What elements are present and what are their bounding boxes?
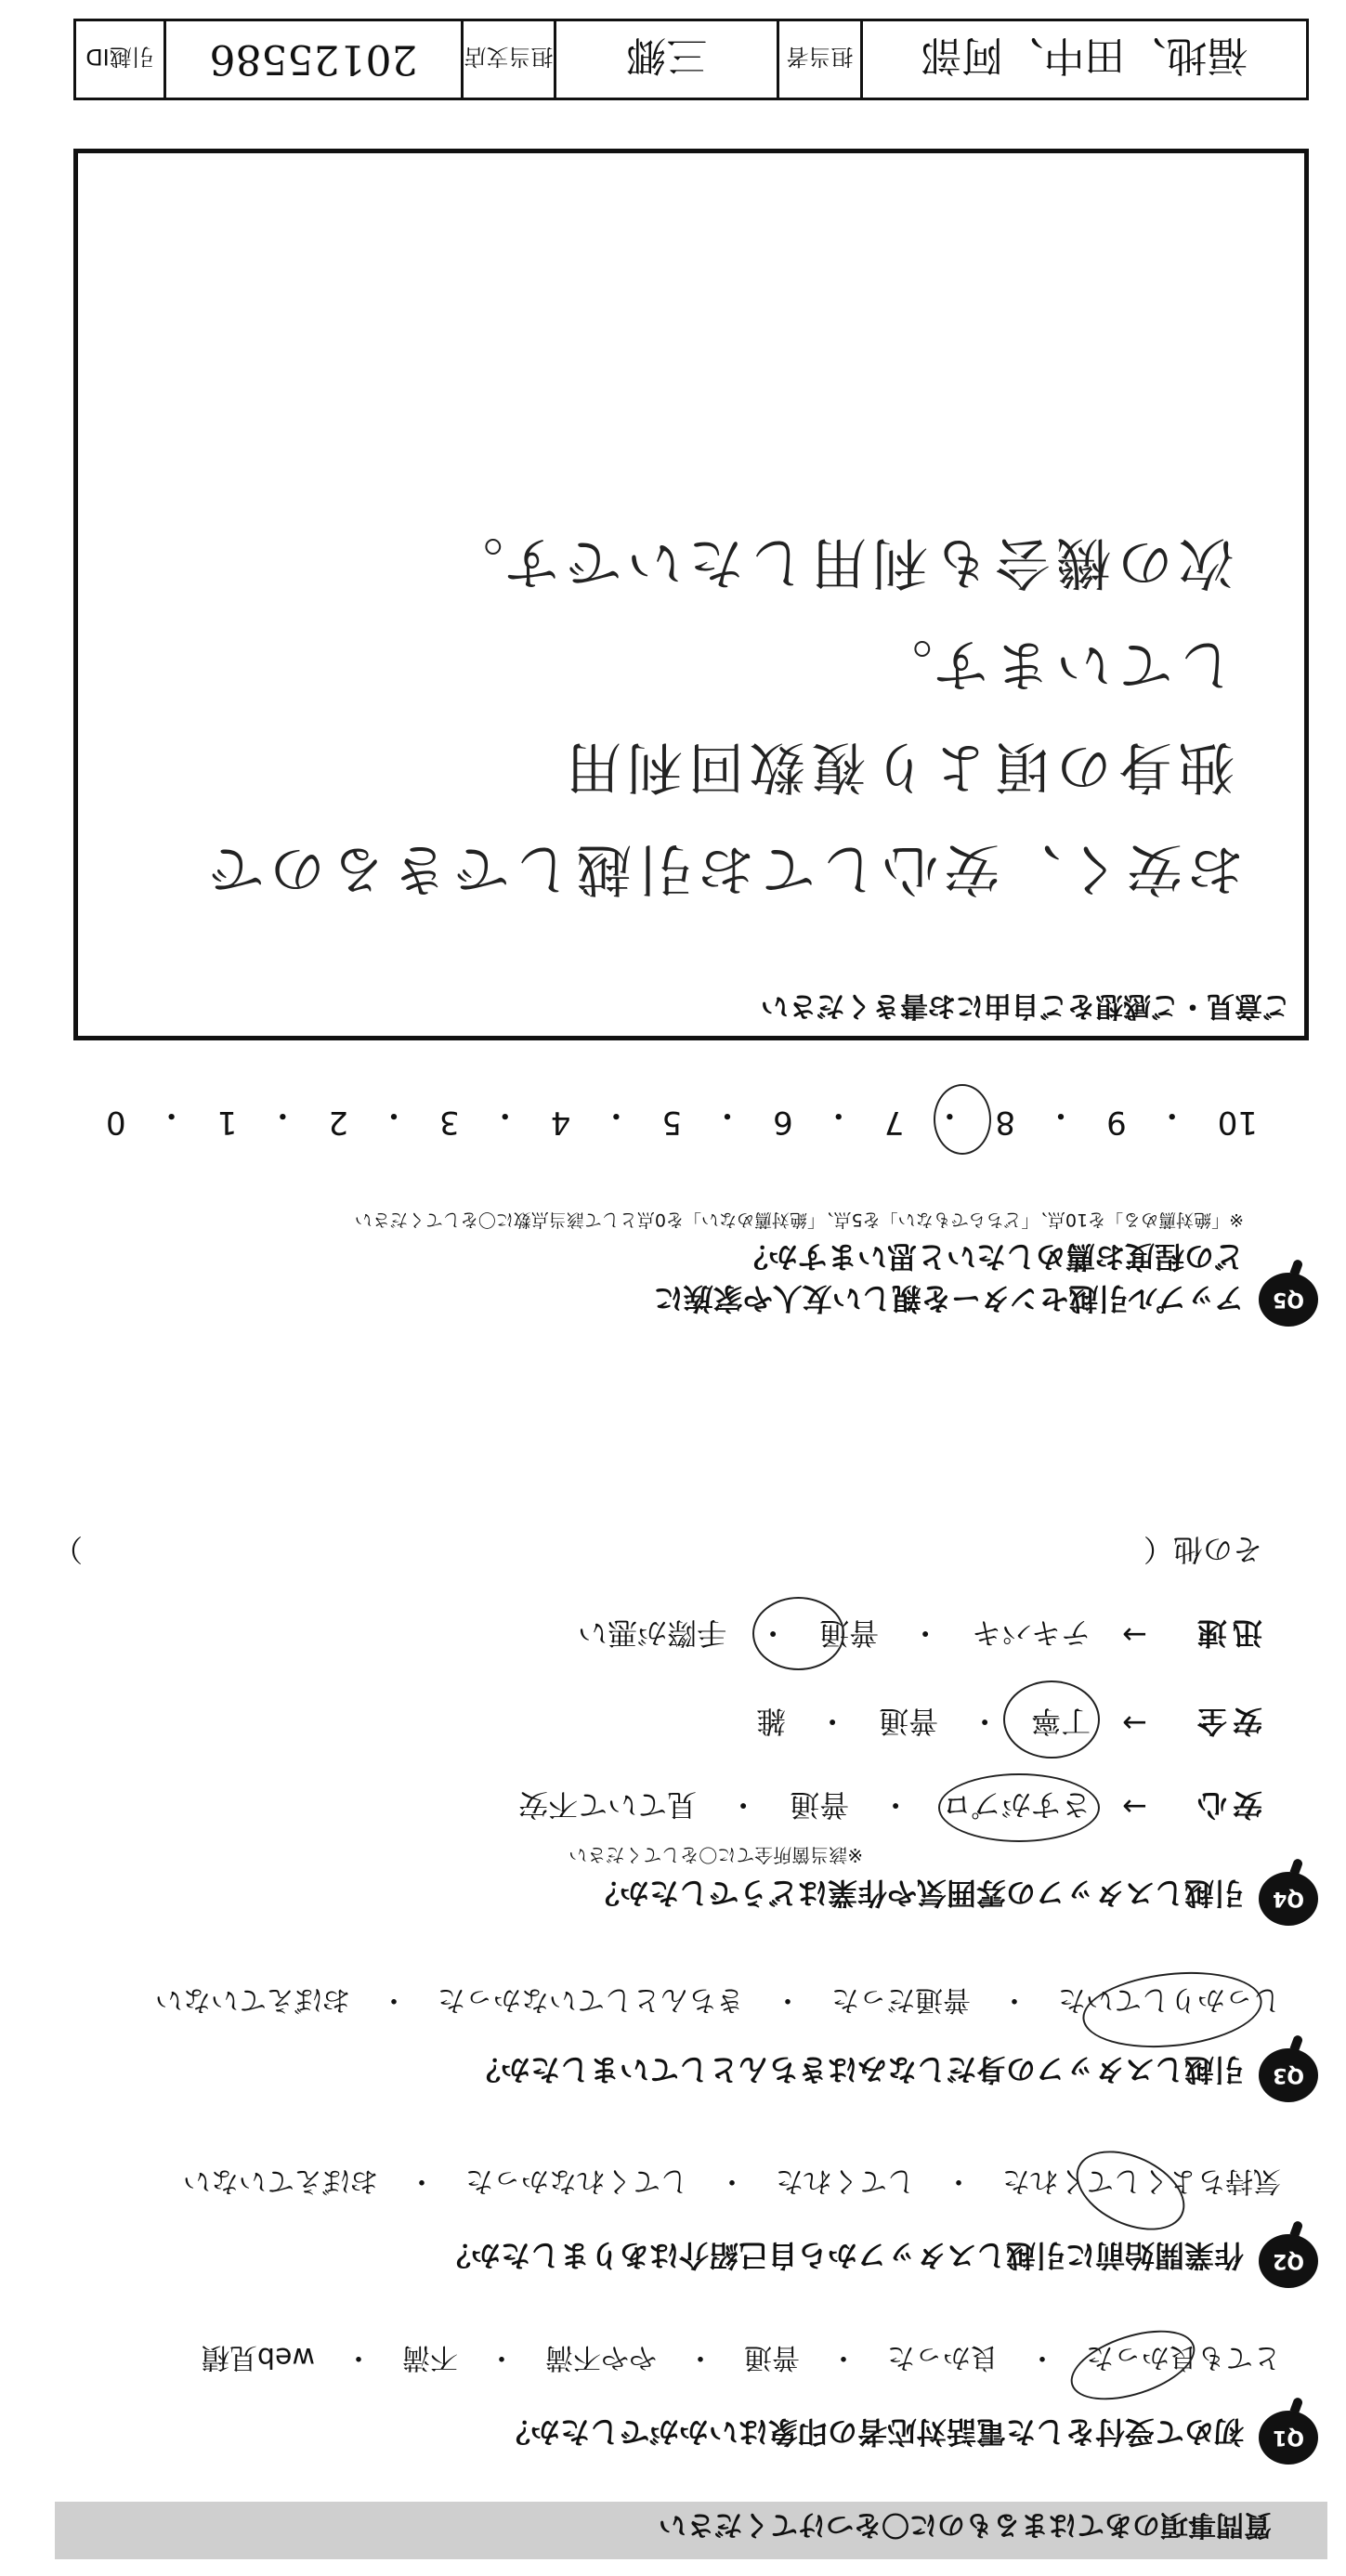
q4-other-label: その他（ — [1143, 1532, 1262, 1567]
q4-option[interactable]: 見ていて不安 — [518, 1787, 698, 1823]
q4-category: 安全 — [1191, 1704, 1262, 1739]
q4-other-close: ） — [52, 1532, 83, 1567]
q2-option[interactable]: してくれた — [776, 2164, 915, 2197]
comment-line: お安く、安心してお引越しできるので — [203, 836, 1244, 901]
q4-anshin-circle — [938, 1773, 1100, 1842]
q4-row-anshin: 安心 → さすがプロ ・ 普通 ・ 見ていて不安 — [518, 1785, 1262, 1828]
scale-value[interactable]: 6 — [773, 1104, 793, 1141]
arrow-icon: → — [1122, 1789, 1147, 1824]
q4-row-anzen: 安全 → 丁寧 ・ 普通 ・ 雑 — [756, 1702, 1262, 1745]
staff-value: 福地、田中、阿部 — [860, 21, 1306, 98]
q3-option[interactable]: 普通だった — [831, 1983, 971, 2016]
q1-question: 初めて受付をした電話対応者の印象はいかがでしたか？ — [500, 2414, 1244, 2450]
q4-category: 迅速 — [1191, 1615, 1262, 1651]
q3-option[interactable]: おぼえていない — [155, 1983, 350, 2016]
branch-value: 三郷 — [554, 21, 777, 98]
q3-option[interactable]: しっかりしていた — [1058, 1983, 1281, 2016]
header-table — [73, 19, 1309, 100]
q4-option[interactable]: 普通 — [819, 1615, 880, 1651]
q4-option[interactable]: 雑 — [756, 1704, 787, 1739]
q1-option[interactable]: 不満 — [402, 2341, 458, 2373]
q4-row-jinsoku: 迅速 → テキパキ ・ 普通 ・ 手際が悪い — [578, 1614, 1262, 1656]
q2-answer-circle — [1064, 2135, 1197, 2245]
q2-question: 作業開始前に引越しスタッフから自己紹介はありましたか？ — [440, 2238, 1244, 2273]
instruction-text: 質問事項のあてはまるものに〇をつけてください — [659, 2508, 1272, 2541]
q5-answer-circle — [934, 1084, 991, 1155]
scale-value[interactable]: 10 — [1217, 1104, 1258, 1141]
q4-option[interactable]: 手際が悪い — [578, 1615, 727, 1651]
q1-badge: Q1 — [1259, 2411, 1318, 2465]
q3-badge: Q3 — [1259, 2048, 1318, 2102]
arrow-icon: → — [1122, 1706, 1147, 1741]
move-id-value: 20125586 — [163, 21, 461, 98]
scale-value[interactable]: 5 — [661, 1104, 683, 1141]
q4-jinsoku-circle — [752, 1597, 844, 1670]
q2-options: 気持ちよくしてくれた ・ してくれた ・ してくれなかった ・ おぼえていない — [183, 2164, 1281, 2204]
comment-line: 独身の頃より複数回利用 — [560, 734, 1235, 799]
q4-category: 安心 — [1191, 1787, 1262, 1823]
q1-options: とても良かった ・ 良かった ・ 普通 ・ やや不満 ・ 不満 ・ web見積 — [202, 2340, 1281, 2381]
q3-options: しっかりしていた ・ 普通だった ・ きちんとしていなかった ・ おぼえていない — [155, 1982, 1281, 2023]
q4-note: ※該当箇所全てに〇をしてください — [568, 1844, 863, 1866]
q2-option[interactable]: してくれなかった — [465, 2164, 688, 2197]
comment-line: しています。 — [870, 632, 1235, 697]
q5-badge: Q5 — [1259, 1273, 1318, 1327]
q1-option[interactable]: やや不満 — [545, 2341, 657, 2373]
q2-option[interactable]: 気持ちよくしてくれた — [1002, 2164, 1281, 2197]
scale-value[interactable]: 9 — [1106, 1104, 1127, 1141]
q4-badge: Q4 — [1259, 1872, 1318, 1926]
scale-value[interactable]: 8 — [995, 1104, 1016, 1141]
q1-option[interactable]: 普通 — [744, 2341, 800, 2373]
q1-option[interactable]: とても良かった — [1086, 2341, 1281, 2373]
q3-option[interactable]: きちんとしていなかった — [438, 1983, 744, 2016]
q2-option[interactable]: おぼえていない — [183, 2164, 378, 2197]
staff-label: 担当者 — [777, 21, 860, 98]
scale-value[interactable]: 7 — [883, 1104, 905, 1141]
q4-option[interactable]: 丁寧 — [1031, 1704, 1091, 1739]
q3-question: 引越しスタッフの身だしなみはきちんとしていましたか？ — [470, 2052, 1244, 2087]
q1-answer-circle — [1063, 2317, 1204, 2413]
q3-answer-circle — [1078, 1964, 1265, 2056]
scale-value[interactable]: 3 — [439, 1104, 460, 1141]
q4-anzen-circle — [1003, 1680, 1100, 1759]
q1-option[interactable]: 良かった — [887, 2341, 999, 2373]
q5-question-line2: どの程度お薦めしたいと思いますか？ — [738, 1239, 1244, 1275]
q2-badge: Q2 — [1259, 2234, 1318, 2288]
comment-line: 次の機会も利用したいです。 — [441, 530, 1235, 595]
q1-option[interactable]: web見積 — [201, 2341, 315, 2373]
q4-option[interactable]: テキパキ — [972, 1615, 1091, 1651]
scale-value[interactable]: 1 — [216, 1104, 238, 1141]
scale-value[interactable]: 2 — [328, 1104, 348, 1141]
q4-option[interactable]: 普通 — [879, 1704, 939, 1739]
q5-note: ※「絶対薦める」を10点、「どちらでもない」を5点、「絶対薦めない」を0点として該当点数に〇をしてください — [354, 1210, 1244, 1230]
scale-value[interactable]: 0 — [106, 1104, 126, 1141]
scale-value[interactable]: 4 — [550, 1104, 571, 1141]
q4-option[interactable]: 普通 — [790, 1787, 850, 1823]
q4-option[interactable]: さすがプロ — [942, 1787, 1091, 1823]
branch-label: 担当支店 — [461, 21, 554, 98]
move-id-label: 引越ID — [85, 44, 154, 71]
arrow-icon: → — [1122, 1617, 1147, 1653]
comment-title: ご意見・ご感想をご自由にお書きください — [761, 989, 1290, 1022]
q4-question: 引越しスタッフの雰囲気や作業はどうでしたか？ — [589, 1876, 1244, 1911]
q5-question-line1: アップル引越センターを親しい友人や家族に — [653, 1281, 1244, 1316]
recommendation-scale: 10 ・ 9 ・ 8 ・ 7 ・ 6 ・ 5 ・ 4 ・ 3 ・ 2 ・ 1 ・ 0 — [106, 1096, 1258, 1141]
